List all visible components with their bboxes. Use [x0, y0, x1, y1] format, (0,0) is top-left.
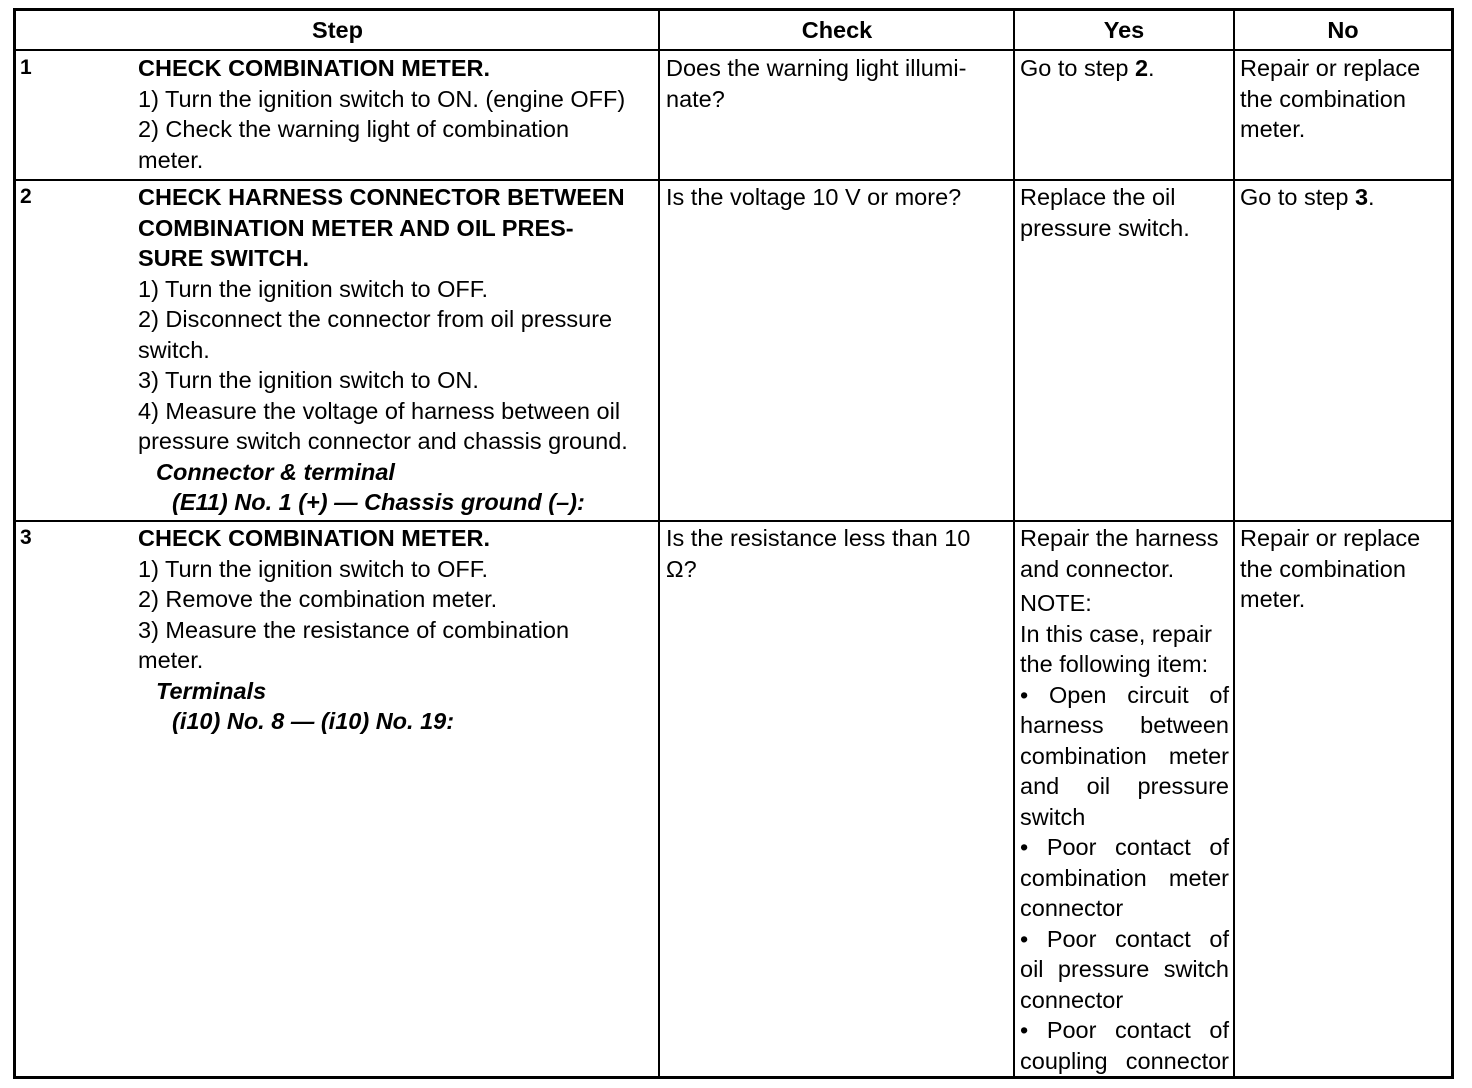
header-no: No [1327, 17, 1359, 43]
step-title: COMBINATION METER AND OIL PRES- [138, 214, 574, 241]
step-instruction: pressure switch connector and chassis ground. [138, 428, 628, 454]
step-instruction: 3) Turn the ignition switch to ON. [138, 367, 479, 393]
step-instruction: 1) Turn the ignition switch to OFF. [138, 275, 489, 302]
yes-text: • Poor contact of [1020, 834, 1229, 860]
step-title: SURE SWITCH. [138, 245, 310, 271]
step-instruction: switch. [138, 336, 210, 363]
check-text: Ω? [666, 555, 697, 582]
step-instruction: meter. [138, 647, 204, 673]
spec-value: (i10) No. 8 — (i10) No. 19: [172, 708, 455, 734]
step-number: 3 [20, 526, 32, 549]
check-question [666, 523, 970, 584]
no-text: Repair or replace [1240, 525, 1421, 551]
yes-text: connector [1020, 986, 1124, 1013]
yes-action [1020, 182, 1190, 243]
yes-text: combination meter [1020, 864, 1229, 891]
step-instruction: 2) Remove the combination meter. [138, 586, 498, 612]
column-divider [658, 11, 660, 1076]
column-divider [1013, 11, 1015, 1076]
step-description [138, 523, 569, 737]
step-title: CHECK COMBINATION METER. [138, 55, 491, 81]
step-instruction: 4) Measure the voltage of harness between oil [138, 397, 621, 424]
header-step: Step [312, 17, 363, 43]
no-text: Repair or replace [1240, 55, 1421, 81]
no-action [1240, 182, 1375, 213]
no-text: the combination [1240, 85, 1406, 112]
yes-text: pressure switch. [1020, 214, 1190, 241]
step-instruction: 2) Disconnect the connector from oil pressure [138, 306, 613, 332]
yes-note-label: NOTE: [1020, 590, 1092, 616]
check-text: Is the resistance less than 10 [666, 525, 971, 551]
no-text: meter. [1240, 586, 1306, 612]
no-text: Go to step 3. [1240, 184, 1375, 210]
yes-text: Go to step 2. [1020, 55, 1155, 81]
yes-text: connector [1020, 895, 1124, 921]
no-action [1240, 53, 1420, 145]
step-description [138, 182, 628, 518]
yes-text: • Open circuit of [1020, 681, 1229, 708]
check-text: Is the voltage 10 V or more? [666, 184, 962, 210]
row-divider [16, 520, 1451, 522]
spec-label: Connector & terminal [156, 458, 395, 485]
yes-text: Replace the oil [1020, 184, 1176, 210]
step-instruction: 3) Measure the resistance of combination [138, 616, 570, 643]
yes-text: combination meter [1020, 742, 1229, 769]
yes-text: and connector. [1020, 555, 1175, 582]
yes-text: coupling connector [1020, 1047, 1229, 1074]
yes-text: In this case, repair [1020, 620, 1213, 647]
spec-label: Terminals [156, 677, 267, 704]
no-action [1240, 523, 1420, 615]
yes-action [1020, 523, 1229, 1076]
check-text: Does the warning light illumi- [666, 55, 967, 81]
spec-value: (E11) No. 1 (+) — Chassis ground (–): [172, 489, 585, 515]
step-number: 2 [20, 185, 32, 208]
yes-text: harness between [1020, 712, 1229, 738]
yes-text: the following item: [1020, 651, 1209, 677]
step-instruction: 1) Turn the ignition switch to ON. (engine OFF) [138, 85, 626, 112]
step-instruction: meter. [138, 146, 204, 173]
check-text: nate? [666, 85, 725, 112]
step-description [138, 53, 625, 175]
table-header [16, 11, 1451, 51]
yes-text: Repair the harness [1020, 525, 1219, 551]
check-question [666, 182, 961, 213]
step-number: 1 [20, 56, 32, 79]
yes-text: switch [1020, 803, 1086, 830]
header-yes: Yes [1103, 17, 1145, 43]
yes-text: • Poor contact of [1020, 1017, 1229, 1043]
step-instruction: 1) Turn the ignition switch to OFF. [138, 555, 489, 582]
yes-action [1020, 53, 1155, 84]
column-divider [1233, 11, 1235, 1076]
header-check: Check [801, 17, 873, 43]
no-text: meter. [1240, 116, 1306, 142]
step-title: CHECK COMBINATION METER. [138, 525, 491, 551]
yes-text: oil pressure switch [1020, 956, 1229, 982]
step-title: CHECK HARNESS CONNECTOR BETWEEN [138, 184, 625, 210]
diagnostic-table [13, 8, 1454, 1079]
check-question [666, 53, 966, 114]
yes-text: and oil pressure [1020, 773, 1229, 799]
no-text: the combination [1240, 555, 1406, 582]
yes-text: • Poor contact of [1020, 925, 1229, 952]
step-instruction: 2) Check the warning light of combination [138, 116, 570, 142]
row-divider [16, 179, 1451, 181]
